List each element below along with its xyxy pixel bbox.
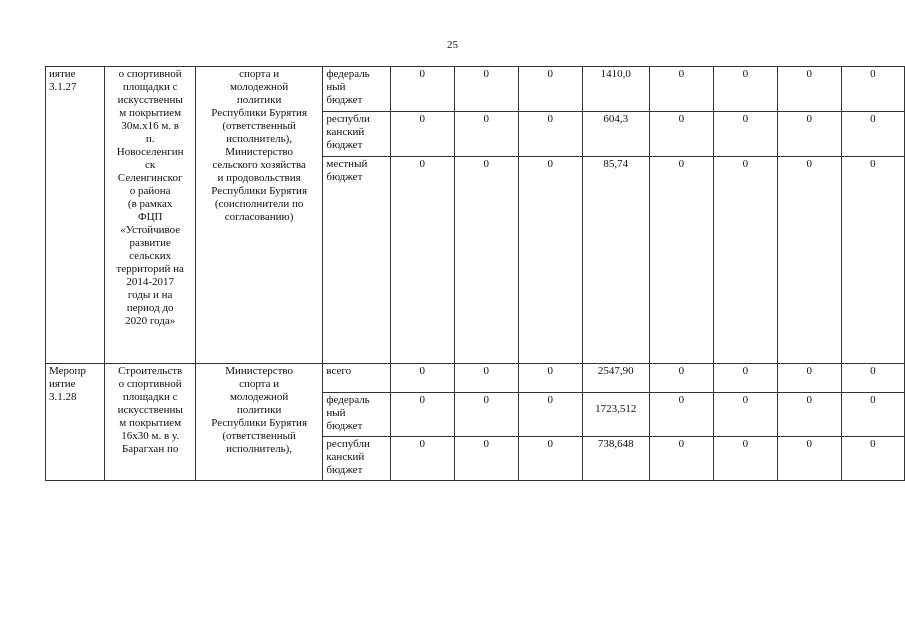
value-cell: 0	[454, 437, 518, 481]
value-cell: 0	[454, 364, 518, 393]
value-cell: 0	[390, 67, 454, 112]
value-cell: 0	[777, 393, 841, 437]
value-cell: 0	[390, 157, 454, 364]
value-cell: 0	[713, 157, 777, 364]
value-cell: 604,3	[582, 112, 649, 157]
measure-id-cell: Меропр иятие 3.1.28	[46, 364, 105, 481]
value-cell: 1410,0	[582, 67, 649, 112]
value-cell: 0	[841, 437, 904, 481]
value-cell: 738,648	[582, 437, 649, 481]
value-cell: 0	[649, 437, 713, 481]
value-cell: 0	[777, 157, 841, 364]
value-cell: 0	[713, 67, 777, 112]
value-cell: 0	[777, 437, 841, 481]
value-cell: 0	[390, 364, 454, 393]
value-cell: 0	[518, 67, 582, 112]
executor-cell: спорта и молодежной политики Республики Бурятия (ответственный исполнитель), Министерство сельского хозяйства и продовольствия Республики Бурятия (соисполнители по согласованию)	[195, 67, 323, 364]
page-number: 25	[447, 39, 458, 51]
measure-name-cell: о спортивной площадки с искусственны м покрытием 30м.х16 м. в п. Новоселенгин ск Селенгинског о района (в рамках ФЦП «Устойчивое развитие сельских территорий на 2014-2017 годы и на период до 2020 года»	[105, 67, 195, 364]
funding-source-cell: республи канский бюджет	[323, 112, 390, 157]
value-cell: 0	[390, 112, 454, 157]
value-cell: 0	[841, 67, 904, 112]
value-cell: 0	[713, 364, 777, 393]
funding-source-cell: республи канский бюджет	[323, 437, 390, 481]
executor-cell: Министерство спорта и молодежной политики Республики Бурятия (ответственный исполнитель),	[195, 364, 323, 481]
table-row	[46, 364, 905, 393]
value-cell: 0	[649, 157, 713, 364]
value-cell: 0	[713, 437, 777, 481]
value-cell: 0	[713, 112, 777, 157]
funding-source-cell: всего	[323, 364, 390, 393]
funding-table	[45, 66, 905, 481]
value-cell: 0	[841, 393, 904, 437]
value-cell: 0	[649, 112, 713, 157]
value-cell: 0	[454, 112, 518, 157]
value-cell: 0	[649, 393, 713, 437]
value-cell: 0	[649, 67, 713, 112]
value-cell: 0	[390, 393, 454, 437]
value-cell: 0	[841, 364, 904, 393]
measure-id-cell: иятие 3.1.27	[46, 67, 105, 364]
value-cell: 0	[390, 437, 454, 481]
funding-source-cell: местный бюджет	[323, 157, 390, 364]
funding-source-cell: федераль ный бюджет	[323, 393, 390, 437]
value-cell: 85,74	[582, 157, 649, 364]
value-cell: 1723,512	[582, 393, 649, 437]
value-cell: 0	[518, 157, 582, 364]
value-cell: 0	[841, 157, 904, 364]
value-cell: 0	[518, 112, 582, 157]
value-cell: 0	[454, 393, 518, 437]
funding-source-cell: федераль ный бюджет	[323, 67, 390, 112]
value-cell: 0	[454, 67, 518, 112]
value-cell: 0	[713, 393, 777, 437]
measure-name-cell: Строительств о спортивной площадки с искусственны м покрытием 16х30 м. в у. Барагхан по	[105, 364, 195, 481]
value-cell: 0	[649, 364, 713, 393]
value-cell: 0	[518, 364, 582, 393]
value-cell: 0	[777, 67, 841, 112]
value-cell: 0	[518, 393, 582, 437]
value-cell: 0	[777, 112, 841, 157]
value-cell: 0	[777, 364, 841, 393]
table-row	[46, 67, 905, 112]
value-cell: 0	[454, 157, 518, 364]
value-cell: 0	[518, 437, 582, 481]
value-cell: 2547,90	[582, 364, 649, 393]
value-cell: 0	[841, 112, 904, 157]
